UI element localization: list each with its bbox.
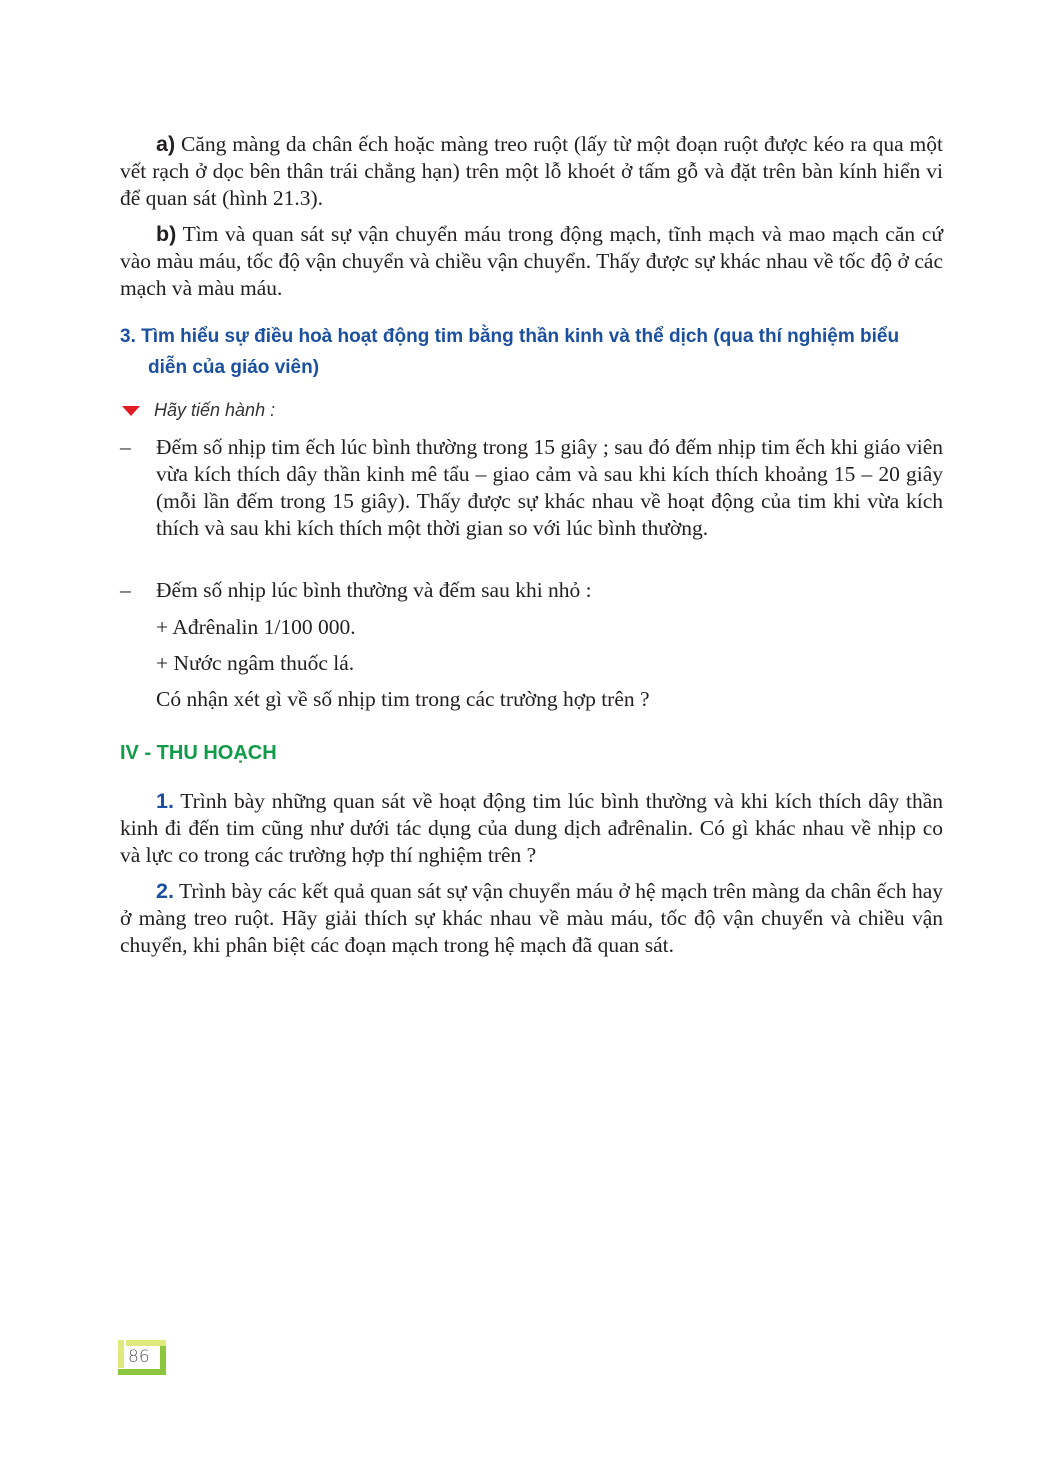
page-number-badge bbox=[118, 1340, 166, 1375]
procedure-label: Hãy tiến hành : bbox=[122, 400, 275, 421]
triangle-marker-icon bbox=[122, 406, 140, 416]
harvest-item-1: 1. Trình bày những quan sát về hoạt động tim lúc bình thường và khi kích thích dây thần kinh đi đến tim cũng như dưới tác dụng của dung dịch ađrênalin. Có gì khác nhau về nhịp co và lực co trong các trường hợp thí nghiệm trên ? bbox=[120, 789, 943, 867]
page-number: 86 bbox=[128, 1347, 150, 1367]
step-a-paragraph: a) Căng màng da chân ếch hoặc màng treo ruột (lấy từ một đoạn ruột được kéo ra qua một vết rạch ở dọc bên thân trái chẳng hạn) trên một lỗ khoét ở tấm gỗ và đặt trên bàn kính hiển vi để quan sát (hình 21.3). bbox=[120, 132, 943, 210]
procedure-bullet: – Đếm số nhịp lúc bình thường và đếm sau khi nhỏ : bbox=[120, 578, 592, 602]
step-b-paragraph: b) Tìm và quan sát sự vận chuyển máu trong động mạch, tĩnh mạch và mao mạch căn cứ vào màu máu, tốc độ vận chuyển và chiều vận chuyển. Thấy được sự khác nhau về tốc độ ở các mạch và màu máu. bbox=[120, 222, 943, 300]
badge-frame bbox=[160, 1346, 166, 1375]
sub-item: + Nước ngâm thuốc lá. bbox=[156, 651, 355, 675]
section-4-heading: IV - THU HOẠCH bbox=[120, 742, 277, 764]
badge-frame bbox=[118, 1340, 124, 1368]
badge-frame bbox=[118, 1369, 160, 1375]
sub-item: + Ađrênalin 1/100 000. bbox=[156, 615, 356, 639]
procedure-question: Có nhận xét gì về số nhịp tim trong các trường hợp trên ? bbox=[156, 687, 650, 711]
section-3-heading: 3. Tìm hiểu sự điều hoà hoạt động tim bằng thần kinh và thể dịch (qua thí nghiệm biểu diễn của giáo viên) bbox=[120, 326, 900, 378]
harvest-item-2: 2. Trình bày các kết quả quan sát sự vận chuyển máu ở hệ mạch trên màng da chân ếch hay ở màng treo ruột. Hãy giải thích sự khác nhau về màu máu, tốc độ vận chuyển và chiều vận chuyển, khi phân biệt các đoạn mạch trong hệ mạch đã quan sát. bbox=[120, 879, 943, 957]
procedure-bullet: – Đếm số nhịp tim ếch lúc bình thường trong 15 giây ; sau đó đếm nhịp tim ếch khi giáo viên vừa kích thích dây thần kinh mê tẩu – giao cảm và sau khi kích thích khoảng 15 – 20 giây (mỗi lần đếm trong 15 giây). Thấy được sự khác nhau về hoạt động của tim khi vừa kích thích và sau khi kích thích một thời gian so với lúc bình thường. bbox=[120, 435, 943, 540]
